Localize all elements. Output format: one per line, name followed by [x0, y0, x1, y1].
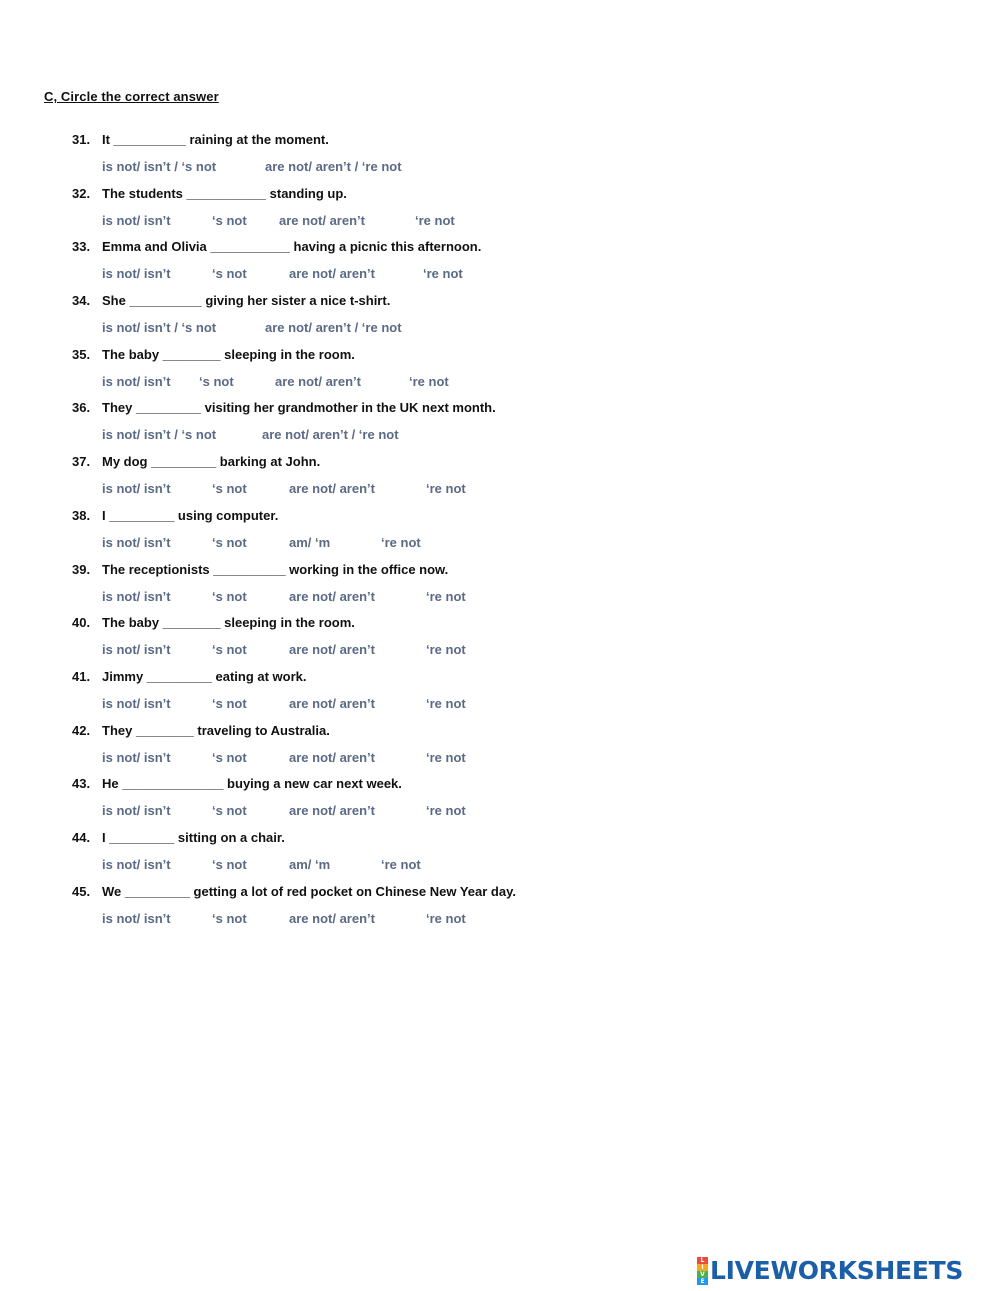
answer-options [0, 426, 700, 444]
question-number: 45. [72, 883, 91, 899]
section-title: C, Circle the correct answer [44, 89, 219, 104]
answer-options [0, 749, 700, 767]
question-32 [0, 185, 1000, 239]
logo-wordmark: LIVEWORKSHEETS [710, 1256, 964, 1285]
question-42 [0, 722, 1000, 776]
question-number: 35. [72, 346, 91, 362]
answer-option[interactable]: are not/ aren’t [289, 642, 375, 658]
question-list [0, 131, 1000, 936]
question-text: It __________ raining at the moment. [102, 132, 329, 147]
answer-option[interactable]: are not/ aren’t [289, 481, 375, 497]
answer-option[interactable]: are not/ aren’t [275, 373, 361, 389]
question-number: 41. [72, 668, 91, 684]
answer-options [0, 641, 700, 659]
logo-tile: L [697, 1257, 708, 1264]
answer-option[interactable]: is not/ isn’t [102, 588, 171, 604]
answer-option[interactable]: ‘re not [426, 803, 466, 819]
answer-option[interactable]: is not/ isn’t [102, 642, 171, 658]
question-number: 40. [72, 615, 91, 631]
answer-option[interactable]: are not/ aren’t [289, 910, 375, 926]
answer-option[interactable]: are not/ aren’t / ‘re not [265, 159, 402, 174]
answer-option[interactable]: are not/ aren’t [289, 803, 375, 819]
question-text: I _________ sitting on a chair. [102, 829, 285, 845]
question-text: The baby ________ sleeping in the room. [102, 346, 355, 362]
answer-option[interactable]: is not/ isn’t / ‘s not [102, 159, 217, 174]
answer-option[interactable]: ‘s not [212, 266, 247, 282]
answer-option[interactable]: ‘s not [212, 212, 247, 228]
answer-options [0, 588, 700, 606]
question-number: 39. [72, 561, 91, 577]
question-text: My dog _________ barking at John. [102, 454, 321, 470]
answer-options [0, 265, 700, 283]
question-number: 44. [72, 829, 91, 845]
answer-option[interactable]: is not/ isn’t / ‘s not [102, 320, 217, 336]
answer-options [0, 319, 700, 337]
question-number: 36. [72, 400, 91, 416]
question-43 [0, 775, 1000, 829]
question-number: 33. [72, 239, 91, 255]
question-text: They _________ visiting her grandmother in the UK next month. [102, 400, 496, 416]
question-number: 38. [72, 507, 91, 523]
answer-option[interactable]: is not/ isn’t [102, 373, 171, 389]
question-31 [0, 131, 1000, 185]
logo-tile: I [697, 1264, 708, 1271]
question-text: They ________ traveling to Australia. [102, 722, 330, 738]
question-34 [0, 292, 1000, 346]
question-35 [0, 346, 1000, 400]
answer-option[interactable]: are not/ aren’t / ‘re not [265, 320, 402, 336]
question-45 [0, 883, 1000, 937]
answer-option[interactable]: ‘re not [426, 910, 466, 926]
answer-option[interactable]: is not/ isn’t [102, 212, 171, 228]
answer-option[interactable]: ‘re not [426, 695, 466, 711]
question-number: 37. [72, 454, 91, 470]
answer-option[interactable]: is not/ isn’t [102, 534, 171, 550]
logo-live-tiles [697, 1257, 708, 1285]
answer-options [0, 910, 700, 928]
logo-tile: E [697, 1278, 708, 1285]
answer-option[interactable]: ‘re not [423, 266, 463, 282]
question-40 [0, 614, 1000, 668]
answer-option[interactable]: ‘re not [381, 856, 421, 872]
answer-options [0, 856, 700, 874]
answer-option[interactable]: is not/ isn’t / ‘s not [102, 427, 217, 443]
answer-option[interactable]: is not/ isn’t [102, 856, 171, 872]
logo-tile: V [697, 1271, 708, 1278]
answer-option[interactable]: is not/ isn’t [102, 481, 171, 497]
answer-option[interactable]: ‘re not [409, 373, 449, 389]
answer-option[interactable]: am/ ‘m [289, 856, 331, 872]
question-37 [0, 453, 1000, 507]
answer-option[interactable]: are not/ aren’t / ‘re not [262, 427, 399, 443]
answer-options [0, 158, 700, 176]
question-text: Jimmy _________ eating at work. [102, 668, 307, 684]
answer-options [0, 534, 700, 552]
question-number: 43. [72, 776, 91, 792]
question-text: The baby ________ sleeping in the room. [102, 615, 355, 631]
answer-options [0, 480, 700, 498]
question-text: She __________ giving her sister a nice t-shirt. [102, 293, 391, 309]
answer-option[interactable]: ‘s not [212, 588, 247, 604]
answer-option[interactable]: are not/ aren’t [289, 749, 375, 765]
answer-option[interactable]: ‘re not [426, 642, 466, 658]
answer-option[interactable]: ‘s not [212, 695, 247, 711]
answer-options [0, 212, 700, 230]
answer-option[interactable]: is not/ isn’t [102, 910, 171, 926]
question-text: The receptionists __________ working in the office now. [102, 561, 449, 577]
answer-option[interactable]: ‘s not [212, 856, 247, 872]
answer-option[interactable]: is not/ isn’t [102, 749, 171, 765]
answer-option[interactable]: is not/ isn’t [102, 803, 171, 819]
answer-option[interactable]: am/ ‘m [289, 534, 331, 550]
answer-options [0, 695, 700, 713]
answer-option[interactable]: ‘re not [426, 588, 466, 604]
answer-options [0, 373, 700, 391]
answer-option[interactable]: ‘s not [199, 373, 234, 389]
answer-option[interactable]: are not/ aren’t [289, 695, 375, 711]
question-number: 32. [72, 185, 91, 201]
question-39 [0, 561, 1000, 615]
answer-option[interactable]: ‘s not [212, 803, 247, 819]
answer-option[interactable]: is not/ isn’t [102, 695, 171, 711]
answer-option[interactable]: ‘re not [415, 212, 455, 228]
question-41 [0, 668, 1000, 722]
question-text: Emma and Olivia ___________ having a picnic this afternoon. [102, 239, 482, 255]
answer-option[interactable]: ‘s not [212, 749, 247, 765]
question-text: I _________ using computer. [102, 507, 279, 523]
answer-option[interactable]: is not/ isn’t [102, 266, 171, 282]
answer-option[interactable]: ‘s not [212, 534, 247, 550]
question-33 [0, 238, 1000, 292]
answer-option[interactable]: are not/ aren’t [289, 588, 375, 604]
question-36 [0, 399, 1000, 453]
question-text: He ______________ buying a new car next week. [102, 776, 402, 792]
answer-option[interactable]: ‘re not [426, 481, 466, 497]
answer-option[interactable]: ‘s not [212, 642, 247, 658]
question-44 [0, 829, 1000, 883]
question-text: The students ___________ standing up. [102, 185, 347, 201]
liveworksheets-logo [697, 1254, 963, 1288]
question-38 [0, 507, 1000, 561]
answer-option[interactable]: ‘re not [426, 749, 466, 765]
answer-options [0, 802, 700, 820]
answer-option[interactable]: are not/ aren’t [279, 212, 365, 228]
question-number: 34. [72, 293, 91, 309]
answer-option[interactable]: ‘s not [212, 481, 247, 497]
answer-option[interactable]: ‘re not [381, 534, 421, 550]
question-number: 31. [72, 132, 91, 147]
question-number: 42. [72, 722, 91, 738]
answer-option[interactable]: are not/ aren’t [289, 266, 375, 282]
answer-option[interactable]: ‘s not [212, 910, 247, 926]
question-text: We _________ getting a lot of red pocket on Chinese New Year day. [102, 883, 516, 899]
